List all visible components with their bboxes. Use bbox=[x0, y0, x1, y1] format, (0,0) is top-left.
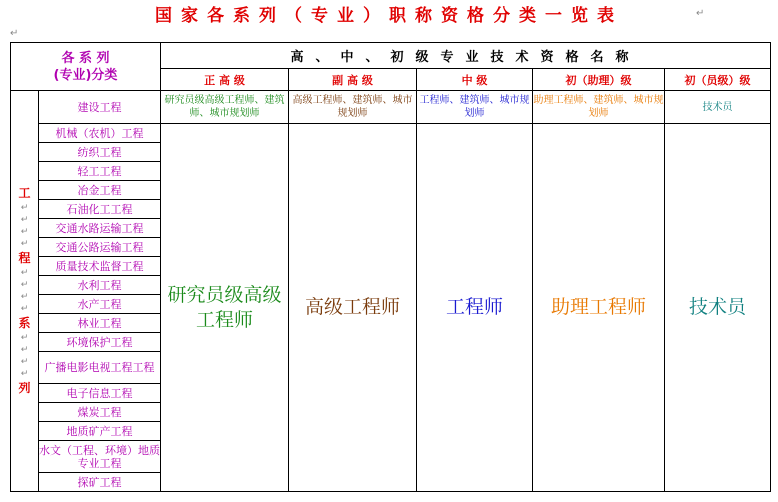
page-title: 国家各系列（专业）职称资格分类一览表 bbox=[155, 6, 623, 26]
field-item: 水产工程 bbox=[39, 295, 161, 314]
category-header-cell bbox=[11, 43, 161, 91]
field-item: 质量技术监督工程 bbox=[39, 257, 161, 276]
level-header-middle: 中 级 bbox=[417, 69, 533, 91]
general-title-assistant: 助理工程师 bbox=[533, 124, 665, 492]
field-item: 轻工工程 bbox=[39, 162, 161, 181]
level-header-vice-senior: 副 高 级 bbox=[289, 69, 417, 91]
field-construction: 建设工程 bbox=[39, 91, 161, 124]
field-item: 探矿工程 bbox=[39, 473, 161, 492]
system-label-char: 列 bbox=[18, 381, 31, 395]
general-title-senior: 研究员级高级工程师 bbox=[161, 124, 289, 492]
general-title-vice-senior: 高级工程师 bbox=[289, 124, 417, 492]
level-header-assistant: 初（助理）级 bbox=[533, 69, 665, 91]
field-item: 交通水路运输工程 bbox=[39, 219, 161, 238]
construction-middle: 工程师、建筑师、城市规划师 bbox=[417, 91, 533, 124]
construction-vice-senior: 高级工程师、建筑师、城市规划师 bbox=[289, 91, 417, 124]
title-classification-table bbox=[10, 42, 771, 492]
main-header: 高、中、初级专业技术资格名称 bbox=[161, 43, 771, 69]
construction-junior: 技术员 bbox=[665, 91, 771, 124]
field-item: 交通公路运输工程 bbox=[39, 238, 161, 257]
general-title-junior: 技术员 bbox=[665, 124, 771, 492]
construction-senior: 研究员级高级工程师、建筑师、城市规划师 bbox=[161, 91, 289, 124]
field-item: 冶金工程 bbox=[39, 181, 161, 200]
general-title-middle: 工程师 bbox=[417, 124, 533, 492]
level-header-senior: 正 高 级 bbox=[161, 69, 289, 91]
field-item: 机械（农机）工程 bbox=[39, 124, 161, 143]
field-item: 煤炭工程 bbox=[39, 403, 161, 422]
category-header-line1: 各 系 列 bbox=[61, 50, 110, 66]
field-item: 水利工程 bbox=[39, 276, 161, 295]
field-item: 水文（工程、环境）地质专业工程 bbox=[39, 441, 161, 473]
field-item: 纺织工程 bbox=[39, 143, 161, 162]
field-item: 地质矿产工程 bbox=[39, 422, 161, 441]
field-item: 电子信息工程 bbox=[39, 384, 161, 403]
system-label-cell: 工 ↵ ↵ ↵ ↵ 程 ↵ ↵ ↵ ↵ 系 ↵ ↵ ↵ ↵ 列 bbox=[11, 91, 39, 492]
category-header-line2: (专业)分类 bbox=[53, 67, 118, 83]
field-item: 环境保护工程 bbox=[39, 333, 161, 352]
system-label-char: 工 bbox=[18, 186, 31, 200]
system-label-char: 程 bbox=[18, 251, 31, 265]
paragraph-mark-icon: ↵ bbox=[10, 28, 19, 39]
level-header-junior: 初（员级）级 bbox=[665, 69, 771, 91]
field-item: 石油化工工程 bbox=[39, 200, 161, 219]
construction-assistant: 助理工程师、建筑师、城市规划师 bbox=[533, 91, 665, 124]
paragraph-mark-icon: ↵ bbox=[696, 8, 705, 19]
system-label-char: 系 bbox=[18, 316, 31, 330]
field-item: 林业工程 bbox=[39, 314, 161, 333]
field-item: 广播电影电视工程工程 bbox=[39, 352, 161, 384]
